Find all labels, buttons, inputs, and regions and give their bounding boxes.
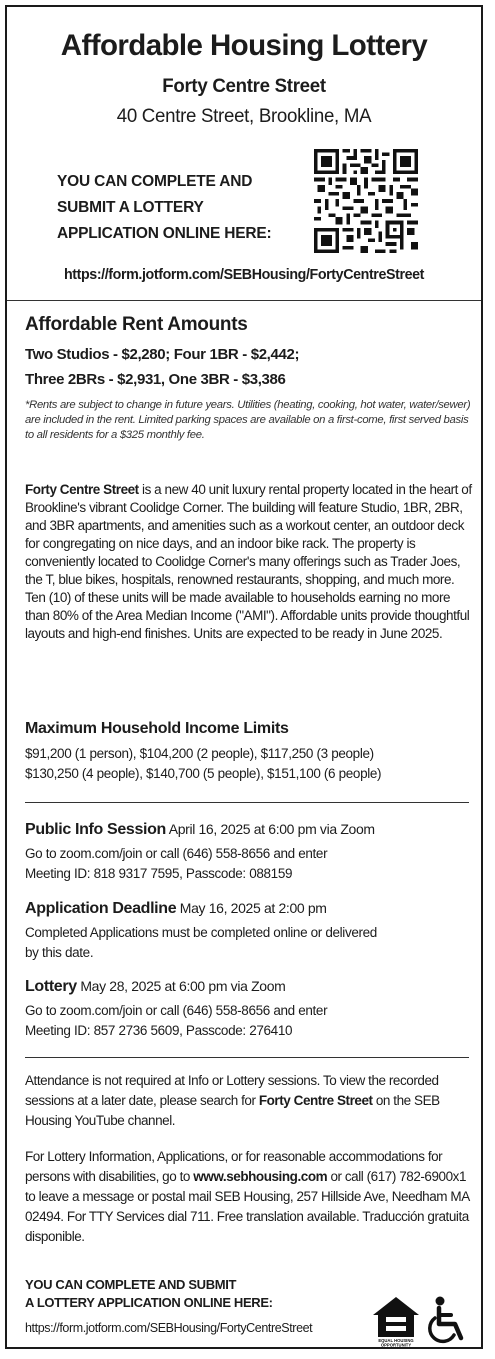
attendance-note: Attendance is not required at Info or Lottery sessions. To view the recorded sessions at a later date, please search for Forty Centre Street on the SEB Housing YouTube channel. xyxy=(25,1073,440,1128)
page-title: Affordable Housing Lottery xyxy=(60,29,428,62)
online-bottom-line-2: A LOTTERY APPLICATION ONLINE HERE: xyxy=(25,1295,273,1310)
online-heading-line: APPLICATION ONLINE HERE: xyxy=(57,225,272,242)
contact-info: For Lottery Information, Applications, or for reasonable accommodations for persons with disabilities, go to www.sebhousing.com or call (617) 782-6900x1 to leave a message or postal mail SEB Housing, 257 Hillside Ave, Needham MA 02494. For TTY Services dial 711. Free translation available. Traducción gratuita disponible. xyxy=(25,1149,470,1244)
online-bottom-line-1: YOU CAN COMPLETE AND SUBMIT xyxy=(25,1277,237,1292)
info-session-line-1: Go to zoom.com/join or call (646) 558-8656 and enter xyxy=(25,846,328,861)
section-divider xyxy=(7,300,481,301)
deadline-heading: Application Deadline May 16, 2025 at 2:00 pm xyxy=(25,900,327,917)
income-heading: Maximum Household Income Limits xyxy=(25,720,289,737)
rent-line-2: Three 2BRs - $2,931, One 3BR - $3,386 xyxy=(25,371,286,388)
rent-line-1: Two Studios - $2,280; Four 1BR - $2,442; xyxy=(25,346,300,363)
equal-housing-caption: OPPORTUNITY xyxy=(380,1342,412,1347)
qr-code-icon[interactable] xyxy=(314,149,418,253)
property-description xyxy=(25,481,473,643)
rent-heading: Affordable Rent Amounts xyxy=(25,314,248,335)
website-link[interactable]: www.sebhousing.com xyxy=(193,1169,328,1184)
info-session-heading: Public Info Session April 16, 2025 at 6:00 pm via Zoom xyxy=(25,821,375,838)
income-line-1: $91,200 (1 person), $104,200 (2 people), $117,250 (3 people) xyxy=(25,746,374,761)
description-text: is a new 40 unit luxury rental property located in the heart of Brookline's vibrant Coolidge Corner. The building will feature Studio, 1BR, 2BR, and 3BR apartments, and amenities such as a workout center, an outdoor deck for congregating on nice days, and an indoor bike rack. The property is conveniently located to Coolidge Corner's many offerings such as Trader Joes, the T, blue bikes, hospitals, renowned restaurants, shopping, and much more. Ten (10) of these units will be made available to households earning no more than 80% of the Area Median Income ("AMI"). Affordable units provide thoughtful layouts and high-end finishes. Units are expected to be ready in June 2025. xyxy=(25,482,472,641)
equal-housing-opportunity-icon xyxy=(369,1295,423,1347)
attendance-property-name: Forty Centre Street xyxy=(258,1093,373,1108)
flyer xyxy=(5,5,483,1349)
online-heading-line: YOU CAN COMPLETE AND xyxy=(57,173,253,190)
income-line-2: $130,250 (4 people), $140,700 (5 people), $151,100 (6 people) xyxy=(25,766,382,781)
equal-housing-caption: EQUAL HOUSING xyxy=(378,1338,414,1343)
description-property-name: Forty Centre Street xyxy=(25,482,139,497)
wheelchair-accessibility-icon xyxy=(427,1296,471,1344)
deadline-line-2: by this date. xyxy=(25,945,94,960)
info-session-line-2: Meeting ID: 818 9317 7595, Passcode: 088159 xyxy=(25,866,293,881)
section-divider xyxy=(25,802,469,803)
application-url-top[interactable]: https://form.jotform.com/SEBHousing/FortyCentreStreet xyxy=(63,267,425,283)
rent-note: *Rents are subject to change in future years. Utilities (heating, cooking, hot water, water/sewer) are included in the rent. Limited parking spaces are available on a first-come, first served basis to all residents for a $325 monthly fee. xyxy=(25,399,471,441)
online-heading-line: SUBMIT A LOTTERY xyxy=(57,199,204,216)
lottery-line-1: Go to zoom.com/join or call (646) 558-8656 and enter xyxy=(25,1003,328,1018)
application-url-bottom[interactable]: https://form.jotform.com/SEBHousing/FortyCentreStreet xyxy=(25,1321,313,1335)
lottery-line-2: Meeting ID: 857 2736 5609, Passcode: 276410 xyxy=(25,1023,293,1038)
lottery-heading: Lottery May 28, 2025 at 6:00 pm via Zoom xyxy=(25,978,286,995)
property-address: 40 Centre Street, Brookline, MA xyxy=(116,106,372,127)
section-divider xyxy=(25,1057,469,1058)
property-name: Forty Centre Street xyxy=(162,76,326,97)
online-application-heading xyxy=(57,169,317,247)
deadline-line-1: Completed Applications must be completed online or delivered xyxy=(25,925,377,940)
